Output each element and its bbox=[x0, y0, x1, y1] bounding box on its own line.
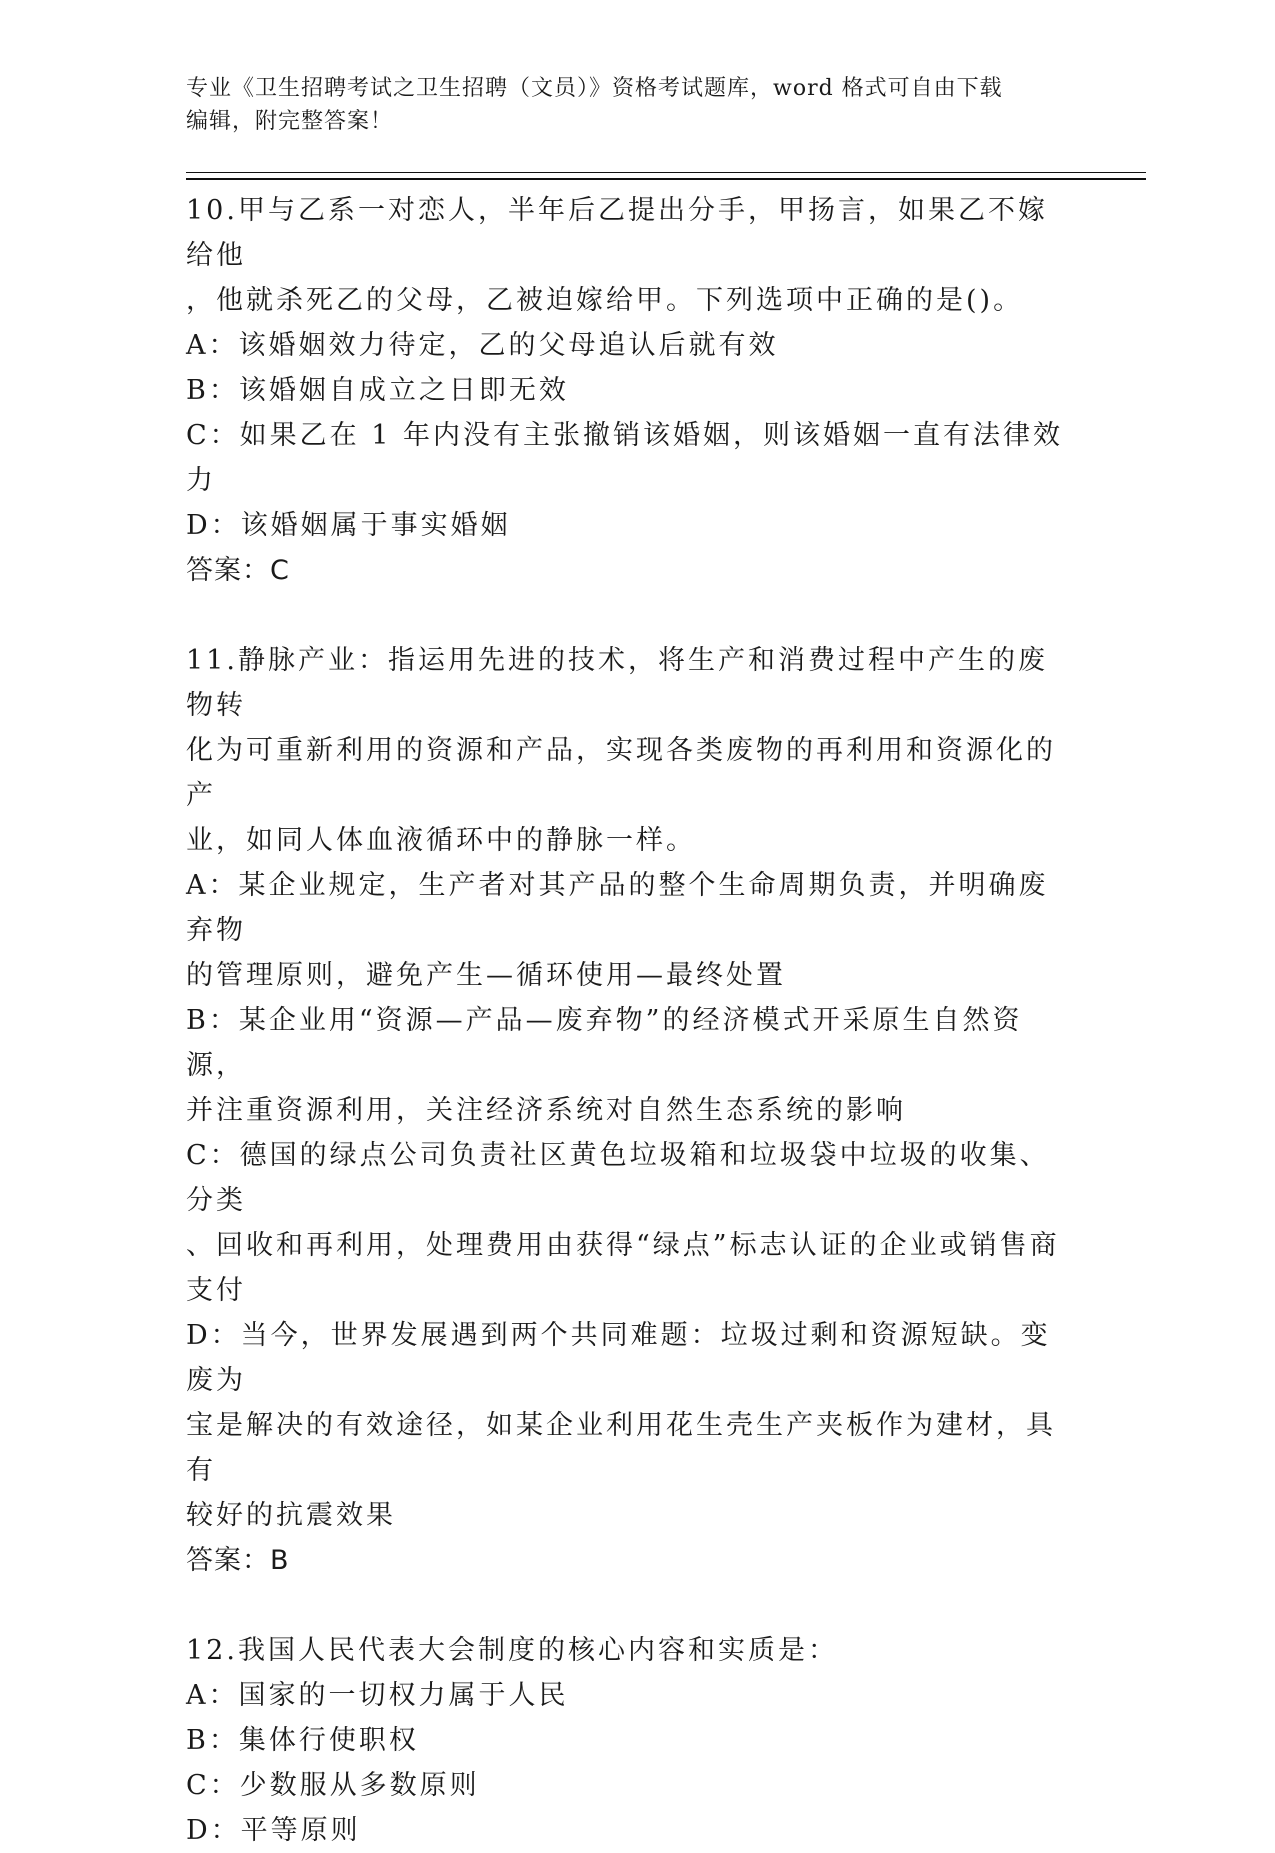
answer-value: C bbox=[270, 555, 290, 586]
question-stem-line: 11.静脉产业：指运用先进的技术，将生产和消费过程中产生的废物转 bbox=[186, 645, 1048, 721]
answer-label: 答案： bbox=[186, 555, 270, 586]
option-line: A：某企业规定，生产者对其产品的整个生命周期负责，并明确废弃物 bbox=[186, 870, 1049, 946]
header-note-line-1: 专业《卫生招聘考试之卫生招聘（文员）》资格考试题库，word 格式可自由下载 bbox=[186, 76, 1003, 101]
question-spacer bbox=[186, 1583, 1076, 1628]
question-stem-line: 化为可重新利用的资源和产品，实现各类废物的再利用和资源化的产 bbox=[186, 735, 1056, 811]
option-line: D：当今，世界发展遇到两个共同难题：垃圾过剩和资源短缺。变废为 bbox=[186, 1320, 1051, 1396]
option-line: 支付 bbox=[186, 1275, 246, 1306]
answer-line bbox=[186, 1538, 1076, 1583]
option-line: A：该婚姻效力待定，乙的父母追认后就有效 bbox=[186, 330, 779, 361]
option-line: B：该婚姻自成立之日即无效 bbox=[186, 375, 569, 406]
option-line: C：德国的绿点公司负责社区黄色垃圾箱和垃圾袋中垃圾的收集、分类 bbox=[186, 1140, 1050, 1216]
option-line: 、回收和再利用，处理费用由获得“绿点”标志认证的企业或销售商 bbox=[186, 1230, 1060, 1261]
answer-label: 答案： bbox=[186, 1545, 270, 1576]
question-spacer bbox=[186, 593, 1076, 638]
option-line: B：集体行使职权 bbox=[186, 1725, 419, 1756]
question-block bbox=[186, 1628, 1076, 1853]
header-rule-thin bbox=[186, 172, 1146, 173]
option-line: 的管理原则，避免产生—循环使用—最终处置 bbox=[186, 960, 786, 991]
option-line: D：平等原则 bbox=[186, 1815, 361, 1846]
option-line: 并注重资源利用，关注经济系统对自然生态系统的影响 bbox=[186, 1095, 906, 1126]
question-stem-line: 10.甲与乙系一对恋人，半年后乙提出分手，甲扬言，如果乙不嫁给他 bbox=[186, 195, 1048, 271]
option-line: 较好的抗震效果 bbox=[186, 1500, 396, 1531]
option-line: B：某企业用“资源—产品—废弃物”的经济模式开采原生自然资源， bbox=[186, 1005, 1023, 1081]
option-line: D：该婚姻属于事实婚姻 bbox=[186, 510, 511, 541]
option-line: C：如果乙在 1 年内没有主张撤销该婚姻，则该婚姻一直有法律效力 bbox=[186, 420, 1064, 496]
header-note bbox=[186, 72, 1066, 138]
header-note-line-2: 编辑，附完整答案！ bbox=[186, 109, 394, 134]
option-line: A：国家的一切权力属于人民 bbox=[186, 1680, 569, 1711]
question-list bbox=[186, 188, 1076, 1853]
option-line: C：少数服从多数原则 bbox=[186, 1770, 480, 1801]
question-stem-line: 业，如同人体血液循环中的静脉一样。 bbox=[186, 825, 696, 856]
answer-line bbox=[186, 548, 1076, 593]
question-block bbox=[186, 638, 1076, 1583]
option-line: 宝是解决的有效途径，如某企业利用花生壳生产夹板作为建材，具有 bbox=[186, 1410, 1056, 1486]
question-stem-line: ，他就杀死乙的父母，乙被迫嫁给甲。下列选项中正确的是()。 bbox=[186, 285, 1024, 316]
answer-value: B bbox=[270, 1545, 290, 1576]
question-block bbox=[186, 188, 1076, 593]
header-rule-thick bbox=[186, 178, 1146, 180]
question-stem-line: 12.我国人民代表大会制度的核心内容和实质是： bbox=[186, 1635, 838, 1666]
